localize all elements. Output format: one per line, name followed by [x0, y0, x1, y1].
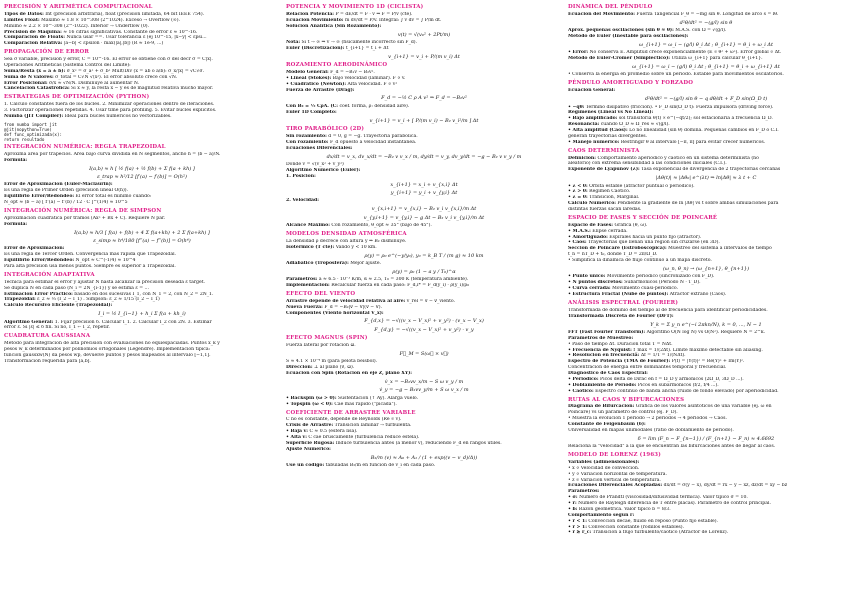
equation: Y_k = Σ y_n e^(−i 2πkn/N), k = 0, ..., N − 1 [650, 321, 762, 328]
text-line: Resonancia: cuando Ω_D ≈ Ω_res ≈ √(g/l). [568, 122, 670, 128]
text-line: • r > 1: Convección constante (rodillos estables). [568, 524, 685, 530]
text-line: Implementación: Recalcular fuerza en cada paso: F_d,i* = F_d(y_i) · ρ(y_i)/ρ₀ [286, 283, 470, 289]
text-line: • Amortiguado: Espirales hacia un punto fijo (atractor). [568, 234, 702, 240]
section-heading: INTEGRACIÓN NUMÉRICA: REGLA DE SIMPSON [4, 207, 162, 214]
section [4, 4, 280, 47]
equation: v̇_y = −g − B₂vv_y/m + S ω v_x / m [379, 387, 469, 394]
equation: v_{y,i+1} = v_{y,i} − g Δt − B₂ v_i v_{y,i}/m Δt [363, 214, 485, 221]
section-heading: RUTAS AL CAOS Y BIFURCACIONES [568, 396, 685, 403]
code-line: def func_optimizada(x): [4, 131, 62, 137]
text-line: Regímenes (Lineal vs No Lineal): [568, 110, 654, 116]
equation: v_{i+1} = v_i + [ P/(m v_i) − B₂ v_i²/m ] Δt [369, 117, 479, 124]
equation: x_{i+1} = x_i + v_{x,i} Δt [390, 181, 458, 188]
text-line: Algoritmo General: 1. Fijar precisión δ. Calcular I_1. 2. Calcular I_2 con 2N. 3. Estimar [4, 319, 212, 325]
text-line: Con B₂ = ½ CρA. (C: coef. forma, ρ: densidad aire). [286, 103, 410, 109]
text-line: Espacio de Fases: Gráfica (θ, ω). [568, 222, 648, 228]
equation: |Δθ(t)| ≈ |Δθ₀| e^(λt) ⇒ ln|Δθ| ≈ λ t + C [655, 175, 757, 182]
text-line: 3. Factorizar operaciones repetidas. 4. Usar time para profiling. 5. Evitar bucles explícitos. [4, 108, 217, 114]
text-line: • b: Razón geométrica. Valor típico b = 8/3. [568, 506, 671, 512]
section [286, 335, 562, 407]
text-line: Arrastre depende de velocidad relativa al aire: v_rel = v⃗ − v⃗_viento. [286, 298, 456, 304]
section [4, 144, 280, 206]
text-line: Sin rozamiento: d = 0, g = −g. Trayectoria parabólica. [286, 133, 418, 139]
text-line: • Doblamiento de Período: Picos en subarmónicos (f/2, f/4 ...). [568, 382, 719, 388]
text-line: Método de Euler (Inestable para oscilaciones): [568, 34, 689, 40]
text-line: Método de Euler-Cromer (Simpléctico): Utiliza ω_{i+1} para calcular θ_{i+1}. [568, 56, 763, 62]
section [568, 397, 844, 451]
text-line: Euler (Discretización): t_{i+1} = t_i + Δt [286, 45, 389, 51]
text-line: Equilibrio Error/Redondeo: N_opt ≈ C^(-1/4) ≈ 10^4 [4, 258, 136, 264]
equation: y_{i+1} = y_i + v_{y,i} Δt [390, 189, 458, 196]
text-line: • Topspin (ω < 0): Cae más rápido ("picada"). [286, 401, 397, 407]
section [286, 291, 562, 333]
text-line: • M.A.S.: Elipse cerrada. [568, 228, 628, 234]
text-line: Parámetros: [568, 489, 600, 495]
section-heading: COEFICIENTE DE ARRASTRE VARIABLE [286, 409, 416, 416]
text-line: Ecuación con Spin (Rotación en eje Z, plano XY): [286, 371, 412, 377]
text-line: Diagnóstico de Caos Espectral: [568, 371, 648, 377]
text-line: • Manejo numérico: Restringir θ al intervalo [−π, π] para evitar crecer numéricos. [568, 139, 766, 145]
equation: ω_{i+1} = ω_i − (g/l) θ_i Δt ; θ_{i+1} = θ_i + ω_i Δt [638, 41, 774, 48]
text-line: Espectro de Potencia (TMA de Fourier): P(f) = |Y(f)|² = Re(Y)² + Im(Y)². [568, 359, 745, 365]
text-line: Aprox. pequeñas oscilaciones (sin θ ≈ θ): M.A.S. con Ω = √(g/l). [568, 28, 727, 34]
section-heading: PÉNDULO AMORTIGUADO Y FORZADO [568, 80, 694, 87]
text-line: Ecuación Movimiento: m dv/dt = P/v. Integral: ∫ v dv = ∫ P/m dt. [286, 17, 442, 23]
section [4, 94, 280, 120]
text-line: Numba (JIT Compiler): Ideal para bucles numéricos no vectorizables. [4, 113, 172, 119]
text-line: • x ∝ Velocidad de convección. [568, 465, 640, 471]
text-line: t_n = nT_D + t₀, donde T_D = 2π/Ω_D. [568, 252, 658, 258]
text-line: Nota: Si t → ∞ ⇒ v → ∞ (físicamente incorrecto sin F_d). [286, 39, 418, 45]
section [568, 300, 844, 395]
text-line: error ε. Si |ε| ≤ δ fin. Si no, I_1 ← I_2, repetir. [4, 325, 110, 331]
text-line: Ecuaciones Diferenciales: [286, 145, 353, 151]
equation: (ω_n, θ_n) → (ω_{n+1}, θ_{n+1}) [662, 265, 750, 272]
text-line: Suma/Resta (x = a ± b): σ_x² = σ_a² + σ_b² Mult/Div (x = ab ó a/b): σ_x/|x| = √C√σ. [4, 68, 205, 74]
text-line: función gaussxw(N) da pesos wp, devuelve puntos y pesos mapeados al intervalo [−1,1]. [4, 352, 211, 358]
column-2 [286, 3, 562, 596]
section [568, 4, 844, 78]
text-line: Relaciona la "velocidad" a la que se encuentran las bifurcaciones antes de llegar al caos. [568, 444, 776, 450]
text-line: • Backspin (ω > 0): Sustentación (↑ Ay). Alarga vuelo. [286, 395, 419, 401]
text-line: Isotérmico (T cte): Válido y < 10 km. [286, 244, 377, 250]
section-heading: MODELOS DENSIDAD ATMOSFÉRICA [286, 230, 407, 237]
equation: δ = lim (F_n − F_{n−1}) / (F_{n+1} − F_n) ≈ 4.6692 [637, 435, 775, 442]
code-line: return resultado [4, 136, 45, 142]
equation: ρ(y) = ρ₀ (1 − a y / T₀)^α [392, 268, 456, 275]
text-line: Concentración de energía entre dominantes temporal y frecuencial. [568, 365, 727, 371]
text-line: Suma de N valores: σ_total = C√N √⟨x²⟩. El error absoluto crece con √N. [4, 74, 178, 80]
equation: ω_{i+1} = ω_i − (g/l) θ_i Δt ; θ_{i+1} = θ_i + ω_{i+1} Δt [632, 64, 780, 71]
text-line: Poincaré) vs un parámetro de control (ej. F_D). [568, 410, 678, 416]
text-line: generan trayectorias divergentes. [568, 133, 648, 139]
text-line: Adiabático (Troposfera): Mejor ajuste. [286, 260, 382, 266]
text-line: • r: Número de Rayleigh diferencia de T entre placas). Parámetro de control principal. [568, 501, 771, 507]
text-line: Equilibrio Error/Redondeo: El error total es mínimo cuando: [4, 194, 152, 200]
text-line: Algoritmo Numérico (Euler): [286, 167, 361, 173]
text-line: • λ > 0: Régimen Caótico. [568, 189, 631, 195]
equation: B₂/m (v) ≈ A₀ + A₁ / (1 + exp((v − v_d)/Δ)) [370, 454, 478, 461]
text-line: Transformación requerida para [a,b]. [4, 358, 91, 364]
section-heading: EFECTO DEL VIENTO [286, 290, 356, 297]
text-line: Euler 1D Completo: [286, 109, 337, 115]
text-line: Cancelación Catastrófica: Si x ≈ y, la resta x − y es de magnitud relativa mucho mayor. [4, 86, 214, 92]
text-line: • Resolución en frecuencia: Δf = 1/T = 1/(NΔt). [568, 353, 686, 359]
text-line: • Bajo amplificado: sol transitoria θ(t) ∝ e^(−qt/2); sol estacionaria a frecuencia Ω_D. [568, 116, 773, 122]
text-line: • Alta amplitud (Caos): Lo no linealidad (sin θ) domina. Pequeñas cambios en F_D o C.I. [568, 128, 779, 133]
section-heading: DINÁMICA DEL PÉNDULO [568, 4, 653, 10]
text-line: Técnica para estimar el error y ajustar N hasta alcanzar la precisión deseada ε target. [4, 279, 206, 285]
text-line: • Conserva la energía en promedio sobre un período. Estable para movimientos oscilatorios. [568, 72, 784, 78]
text-line: Tipos de Datos: Int (precisión arbitraria), float (precisión limitada, 64 bit IEEE 754). [4, 11, 205, 17]
text-line: Parámetros de Muestreo: [568, 335, 634, 341]
section [4, 208, 280, 270]
code-line: @jit(nopython=True) [4, 126, 52, 132]
section-heading: CUADRATURA GAUSSIANA [4, 333, 91, 340]
text-line: • λ = 0: Transición, Marginal. [568, 195, 640, 201]
text-line: Error de Aproximación (Euler-Maclaurin): [4, 182, 113, 188]
section-heading: ESPACIO DE FASES Y SECCIÓN DE POINCARÉ [568, 214, 718, 221]
equation: d²θ/dt² = −(g/l) sin θ − q dθ/dt + F_D sin(Ω_D t) [644, 96, 768, 103]
text-line: • Caos: Trayectorias que llenan una región sin cruzarse (en 3D). [568, 240, 720, 246]
text-line: Exponente de Lyapunov (λ): Tasa exponencial de divergencia de 2 trayectorias cercanas [568, 167, 781, 173]
code-line: from numba import jit [4, 121, 57, 127]
text-line: Se duplica N en cada paso (N_i = 2N_{i-1}) y se estima ε = ... [4, 285, 149, 291]
section-heading: ROZAMIENTO AERODINÁMICO [286, 62, 388, 69]
text-line: FFT (Fast Fourier Transform): Algoritmo O(N log N) vs O(N²). Requiere N = 2^k. [568, 329, 766, 335]
section [286, 126, 562, 229]
text-line: • Alta v: C cae bruscamente (turbulencia reduce estela). [286, 435, 420, 441]
column-1 [4, 3, 280, 596]
section [286, 410, 562, 469]
section [568, 80, 844, 145]
section-heading: CAOS DETERMINISTA [568, 147, 640, 154]
text-line: Superficie Rugosa: Induce turbulencia antes (a menor v), reduciendo F_d en rangos útiles. [286, 440, 502, 446]
column-3 [568, 3, 844, 596]
text-line: • Curva cerrada: Movimiento cuasi-periódico. [568, 286, 679, 292]
text-line: Cálculo Numérico: Pendiente la gradiente de ln |Δθ| vs t sobre ambas simulaciones para [568, 201, 779, 207]
text-line: Es una regla de Primer Orden (precisión lineal O(h)). [4, 188, 129, 194]
equation: dx/dt = v_x, dv_x/dt = −B₂ v v_x / m, dy/dt = v_y, dv_y/dt = −g − B₂ v v_y / m [326, 153, 522, 160]
text-line: • Paso de tiempo Δt. Duración total T = NΔt. [568, 341, 673, 347]
section-heading: ESTRATEGIAS DE OPTIMIZACIÓN (PYTHON) [4, 94, 150, 101]
text-line: Constante de Feigenbaum (δ): [568, 422, 646, 428]
text-line: Fuerza de Arrastre (Drag): [286, 87, 355, 93]
text-line: Variables (adimensionales): [568, 459, 640, 465]
text-line: • Punto único: Movimiento periódico (sincronizado con F_D). [568, 274, 715, 280]
section [4, 122, 280, 142]
section-heading: EFECTO MAGNUS (SPIN) [286, 335, 368, 342]
text-line: • Cuadrático (Newton): Alta velocidad. F ∝ v² [286, 81, 398, 87]
text-line: Nueva Fuerza: F_d = −B₂|v⃗ − V⃗|(v⃗ − V⃗). [286, 304, 382, 310]
equation: I_i = ½ I_{i−1} + h_i Σ f(a + kh_i) [98, 311, 186, 318]
text-line: N_opt ≈ (b − a) [ f″(a) − f″(b) / 12 · C ]^(1/4) ≈ 10^5 [4, 200, 128, 206]
text-line: • y ∝ Variación horizontal de temperatura. [568, 471, 667, 477]
text-line: Sea σ variable, precisión y error, C = 10^-16. El error se obtiene con σ del decr σ = C|x|. [4, 57, 213, 63]
text-line: Fórmula: [4, 221, 28, 227]
text-line: Método para integración de alta precisión con evaluaciones no equiespaciadas. Puntos x_k y [4, 341, 220, 347]
equation: F⃗_M = S(ω⃗ × v⃗) [399, 351, 449, 358]
text-line: • r ≳ r_c: Transición a flujo turbulento/caótico (Atractor de Lorenz). [568, 530, 729, 536]
text-line: Error de Aproximación: [4, 246, 65, 252]
section [4, 49, 280, 92]
text-line: Fuerza lateral por rotación ω⃗. [286, 343, 356, 349]
text-line: Transformada Discreta de Fourier (DFT): [568, 313, 674, 319]
text-line: Precisión de Máquina: ≈ 16 cifras significativas. Constante de error ε ≈ 10^-16. [4, 29, 198, 35]
text-line: Universalidad en mapas unimodales (ratio de doblamiento de período). [568, 427, 734, 433]
section-heading: INTEGRACIÓN ADAPTATIVA [4, 271, 95, 278]
section-heading: INTEGRACIÓN NUMÉRICA: REGLA TRAPEZOIDAL [4, 143, 166, 150]
section [286, 62, 562, 124]
text-line: Ajuste Numérico: [286, 446, 331, 452]
text-line: Use un código: tabuladas B₂/m en función de v_i en cada paso. [286, 463, 436, 469]
section-heading: PROPAGACIÓN DE ERROR [4, 49, 90, 56]
text-line: • Error: No conserva E. Amplitud crece exponencialmente (E ∝ θ² + ω²). Error global ∝ Δt. [568, 50, 782, 56]
text-line: S ≈ 4.1 × 10⁻⁴ m (para pelota béisbol). [286, 359, 378, 365]
text-line: • Frecuencia de Nyquist: f_max = 1/(2Δt). Límite máximo detectable sin aliasing. [568, 347, 763, 353]
equation: I(a,b) ≈ h/3 [ f(a) + f(b) + 4 Σ f(a+kh) + 2 Σ f(a+kh) ] [74, 229, 210, 236]
equation: d²θ/dt² = −(g/l) sin θ [679, 19, 733, 26]
text-line: La densidad ρ decrece con altura y ⇒ B₂ disminuye. [286, 238, 407, 244]
text-line: Operaciones Aritméticas (Sistema Control del Límite): [4, 62, 131, 68]
section [4, 272, 280, 331]
text-line: Mínimo ≈ 2.2 × 10^-308 (2^-1022). Inferior → Underflow (0). [4, 23, 150, 29]
text-line: • Caótico: Espectro continuo de banda ancha (ruido de fondo elevado) por aperiodicidad. [568, 388, 779, 394]
section-heading: POTENCIA Y MOVIMIENTO 1D (CICLISTA) [286, 4, 424, 10]
text-line: • Simplifica la dinámica de flujo continuo a un mapa discreto. [568, 258, 712, 264]
text-line: • N puntos discretos: Subarmónicos (Período N · T_D). [568, 280, 701, 286]
text-line: distintas fuerzas sacan laredas. [568, 207, 642, 213]
text-line: Error Posicional: σ/x ≈ √N/N. Disminuye al aumentar N. [4, 80, 140, 86]
text-line: Sección de Poincaré (Estroboscópica): Muestreo del sistema a intervalos de tiempo [568, 246, 772, 252]
section [286, 4, 562, 60]
text-line: • Lineal (Stokes): Bajo velocidad (laminar). F ∝ v. [286, 75, 406, 81]
text-line: Alcance Máximo: Con rozamiento, θ_opt ≈ 35° (bajo de 45°). [286, 222, 432, 228]
text-line: C no es constante, depende de Reynolds (Re ∝ v). [286, 417, 402, 423]
text-line: Modelo General: F_d = −B₁v − B₂v². [286, 69, 375, 75]
text-line: Componentes (Viento horizontal V_x): [286, 310, 384, 316]
section-heading: PRECISIÓN Y ARITMÉTICA COMPUTACIONAL [4, 4, 153, 10]
text-line: 1. Posición: [286, 173, 316, 179]
text-line: Con rozamiento: F_d opuesto a velocidad instantánea. [286, 139, 417, 145]
text-line: Aproxima área por trapecios. Área bajo curva dividida en N segmentos, ancho h = (b − a)/N. [4, 151, 221, 157]
equation: ρ(y) = ρ₀ e^(−y/y₀), y₀ = k_B T / (m g) ≈ 10 km [364, 252, 484, 259]
text-line: 2. Velocidad: [286, 198, 319, 204]
text-line: • −qθ̇: Término disipativo (fricción). • F_D sin(Ω_D t): Fuerza impulsora (driving force). [568, 104, 774, 110]
text-line: Para alta precisión usa menos puntos. Siempre es superior a Trapezoidal. [4, 263, 176, 269]
text-line: Relación Potencia: P = dE/dt = F · v ⇒ F = P/v (cte). [286, 11, 413, 17]
text-line: Parámetros: a ≈ 6.5 · 10⁻³ K/m, α ≈ 2.5, T₀ = 300 K (temperatura ambiente). [286, 277, 469, 283]
text-line: • Periódico: Picos delta de Dirac en f = Ω_D y armónicos (2Ω_D, 3Ω_D ...). [568, 376, 744, 382]
section-heading: ANÁLISIS ESPECTRAL (FOURIER) [568, 299, 679, 306]
equation: F_{d,x} = −√((v_x − V_x)² + v_y²) · (v_x − V_x) [364, 318, 484, 325]
section [286, 231, 562, 289]
text-line: Donde v = √(v_x² + v_y²) [286, 161, 344, 167]
text-line: Definición: Comportamiento aperiódico y caótico en un sistema determinista (no [568, 155, 759, 161]
section [568, 452, 844, 536]
text-line: pesos w_k determinados por polinomios ortogonales (Legendre). Implementación típica: [4, 347, 211, 353]
text-line: Ecuación del Movimiento: Fuerza Tangencial F_θ = −mg sin θ. Longitud de arco s = lθ. [568, 11, 779, 17]
text-line: • Estructura Fractal (Nube de puntos): Atractor extraño (Caos). [568, 291, 727, 297]
equation: ε_trap ≈ h²/12 [f′(a) − f′(b)] = O(h²) [97, 174, 187, 181]
section-heading: MODELO DE LORENZ (1963) [568, 452, 661, 459]
text-line: 1. Cálculo constantes fuera de los bucles. 2. Minimizar operaciones dentro de iteraciones. [4, 102, 215, 108]
text-line: Crisis de Arrastre: Transición laminar → turbulenta. [286, 423, 412, 429]
section-heading: TIRO PARABÓLICO (2D) [286, 126, 365, 132]
text-line: Es una regla de Tercer Orden. Convergencia más rápida que Trapezoidal. [4, 252, 177, 258]
text-line: • z ∝ Variación vertical de temperatura. [568, 477, 661, 483]
equation: v_{i+1} = v_i + P/(m v_i) Δt [388, 53, 460, 60]
equation: v(t) = √(v₀² + 2Pt/m) [397, 31, 451, 38]
text-line: Trapezoidal: ε_2 ≈ ⅓ (I_2 − I_1) . Simpson: ε_2 ≈ 1/15 (I_2 − I_1) [4, 297, 160, 303]
equation: v̇_x = −B₂vv_x/m − S ω v_y / m [384, 379, 464, 386]
text-line: • σ: Número de Prandtl (viscosidad/difusividad térmica). Valor típico σ = 10. [568, 495, 748, 501]
text-line: Solución Analítica (Sin Rozamiento): [286, 23, 382, 29]
text-line: Comparación Relativa: |a−b| < εpsilon · max(|a|,|b|) (R ≈ 1e-9, ...) [4, 41, 164, 47]
text-line: • λ < 0: Órbita estable (atractor puntual o periódico). [568, 183, 695, 189]
equation: ε_simp ≈ h⁴/180 [f‴(a) − f‴(b)] = O(h⁴) [93, 237, 191, 244]
text-line: Comparación de Floats: Nunca usar ==. Usar tolerancia ε (ej 10^-15, |x−y| < εpsi... [4, 35, 207, 41]
text-line: Diagrama de Bifurcación: Gráfica de los valores asintóticos de una variable (ej. ω en [568, 404, 772, 410]
equation: v_{x,i+1} = v_{x,i} − B₂ v_i v_{x,i}/m Δt [371, 206, 477, 213]
text-line: Ecuaciones Diferenciales Acopladas: dx/dt = σ(y − x), dy/dt = rx − y − xz, dz/dt = xy − bz [568, 483, 788, 489]
text-line: • Baja v: C ≈ 0.5 (esfera lisa). [286, 429, 358, 435]
text-line: Estimación Error Práctico: basado en dos sucesivas I_1, con N_1 = 2, con N_2 = 2N_1. [4, 291, 214, 297]
equation: F_d = −½ C ρ A v² ⇒ F_d = −B₂v² [381, 95, 467, 102]
text-line: Dirección: ⊥ al plano (v⃗, ω⃗). [286, 365, 355, 371]
equation: F_{d,y} = −√((v_x − V_x)² + v_y²) · v_y [374, 326, 474, 333]
text-line: • Muestra la evolución 1 período → 2 períodos → 4 períodos → Caos. [568, 416, 727, 422]
text-line: Fórmula: [4, 157, 28, 163]
text-line: aleatorio) con extrema sensibilidad a las condiciones iniciales (C.I.). [568, 161, 727, 167]
section [568, 148, 844, 213]
text-line: Límites Float: Máximo ≈ 1.8 × 10^308 (2^1024). Exceso → Overflow (∞). [4, 17, 181, 23]
text-line: Comportamiento según r: [568, 512, 635, 518]
text-line: Cálculo Recursivo Eficiente (Trapezoidal): [4, 303, 113, 309]
equation: I(a,b) ≈ h [ ½ f(a) + ½ f(b) + Σ f(a + kh) ] [89, 165, 195, 172]
text-line: • r < 1: Convección decae, fluido en reposo (Punto fijo estable). [568, 518, 718, 524]
text-line: Transformada de dominio del tiempo al de frecuencia para identificar periodicidades. [568, 307, 768, 313]
text-line: Aproximación cuadrática por tramos (Ax² + Bx + C). Requiere N par. [4, 215, 166, 221]
section [4, 333, 280, 364]
section [568, 215, 844, 298]
text-line: Ecuación General: [568, 88, 616, 94]
